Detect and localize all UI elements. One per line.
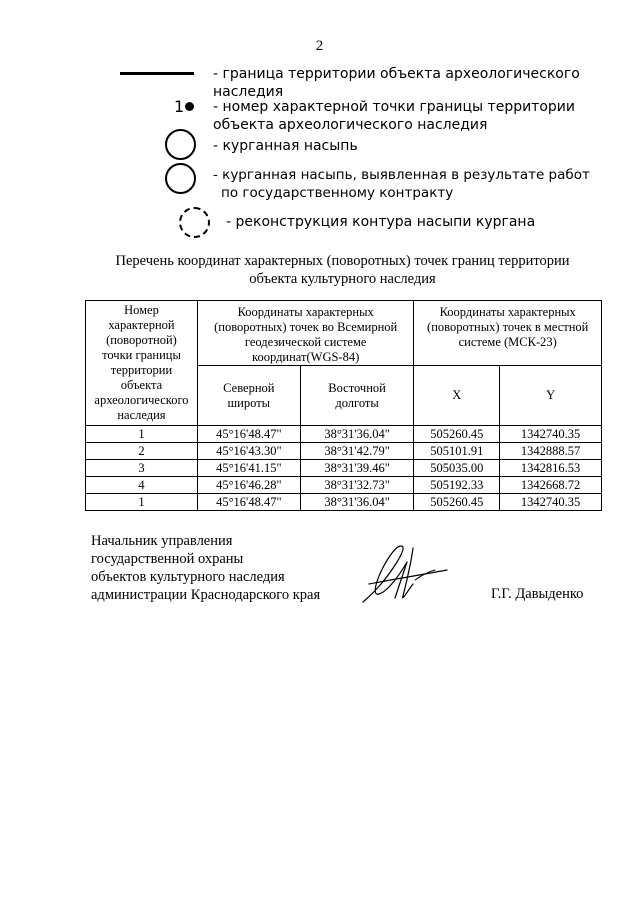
cell-point: 3 xyxy=(86,460,198,477)
header-msk23: Координаты характерных (поворотных) точек в местной системе (МСК-23) xyxy=(414,301,602,366)
legend-mound-identified: - курганная насыпь, выявленная в результате работ по государственному контракту xyxy=(213,167,590,201)
cell-y: 1342888.57 xyxy=(500,443,602,460)
cell-x: 505101.91 xyxy=(414,443,500,460)
cell-point: 2 xyxy=(86,443,198,460)
cell-point: 4 xyxy=(86,477,198,494)
cell-longitude: 38°31'42.79" xyxy=(300,443,414,460)
cell-x: 505035.00 xyxy=(414,460,500,477)
subheader-north-latitude: Северной широты xyxy=(197,366,300,426)
coordinates-list-title: Перечень координат характерных (поворотных) точек границ территории объекта культурного наследия xyxy=(115,253,570,287)
table-row xyxy=(86,494,602,511)
point-number-icon: 1 xyxy=(174,98,194,116)
cell-point: 1 xyxy=(86,494,198,511)
header-point-number: Номер характерной (поворотной) точки границы территории объекта археологического наследия xyxy=(86,301,198,426)
signatory-position: Начальник управления государственной охраны объектов культурного наследия администрации Краснодарского края xyxy=(91,533,321,603)
cell-longitude: 38°31'36.04" xyxy=(300,494,414,511)
table-row xyxy=(86,443,602,460)
legend-dashed-circle: - реконструкция контура насыпи кургана xyxy=(226,214,536,230)
mound-circle-icon xyxy=(165,129,196,160)
dashed-circle-icon xyxy=(179,207,210,238)
cell-longitude: 38°31'32.73" xyxy=(300,477,414,494)
table-header-row xyxy=(86,301,602,366)
page-number: 2 xyxy=(315,38,324,54)
cell-x: 505260.45 xyxy=(414,494,500,511)
cell-latitude: 45°16'48.47" xyxy=(197,494,300,511)
handwritten-signature xyxy=(355,540,455,610)
coordinates-table xyxy=(85,300,602,511)
cell-point: 1 xyxy=(86,426,198,443)
cell-longitude: 38°31'36.04" xyxy=(300,426,414,443)
cell-latitude: 45°16'41.15" xyxy=(197,460,300,477)
cell-latitude: 45°16'46.28" xyxy=(197,477,300,494)
signer-name: Г.Г. Давыденко xyxy=(491,586,584,602)
table-row xyxy=(86,477,602,494)
legend-point-number: - номер характерной точки границы территории объекта археологического наследия xyxy=(213,99,575,133)
header-wgs84: Координаты характерных (поворотных) точек во Всемирной геодезической системе координат(WGS-84) xyxy=(197,301,413,366)
cell-y: 1342668.72 xyxy=(500,477,602,494)
mound-circle-identified-icon xyxy=(165,163,196,194)
legend-mound: - курганная насыпь xyxy=(213,138,358,154)
boundary-line-icon xyxy=(120,72,194,75)
table-row xyxy=(86,426,602,443)
subheader-y: Y xyxy=(500,366,602,426)
subheader-east-longitude: Восточной долготы xyxy=(300,366,414,426)
subheader-x: X xyxy=(414,366,500,426)
cell-y: 1342740.35 xyxy=(500,494,602,511)
cell-latitude: 45°16'43.30" xyxy=(197,443,300,460)
legend-boundary: - граница территории объекта археологического наследия xyxy=(213,66,580,100)
table-row xyxy=(86,460,602,477)
cell-x: 505192.33 xyxy=(414,477,500,494)
cell-latitude: 45°16'48.47" xyxy=(197,426,300,443)
cell-y: 1342740.35 xyxy=(500,426,602,443)
cell-x: 505260.45 xyxy=(414,426,500,443)
cell-longitude: 38°31'39.46" xyxy=(300,460,414,477)
cell-y: 1342816.53 xyxy=(500,460,602,477)
